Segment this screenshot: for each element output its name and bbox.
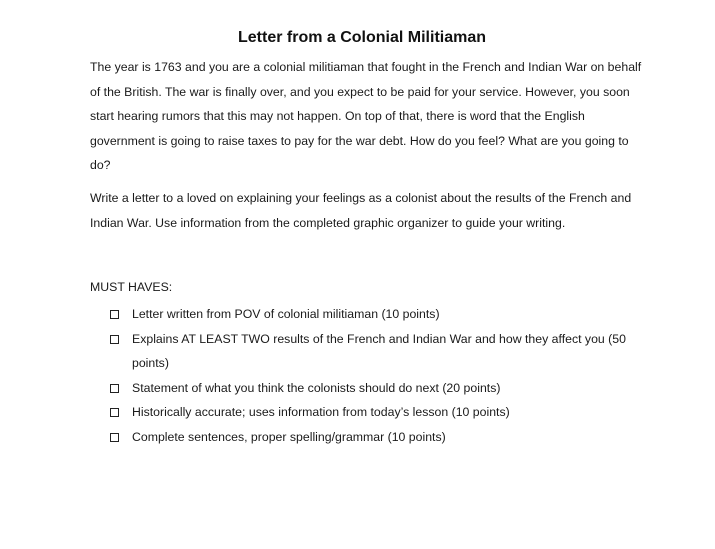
checkbox-icon[interactable] bbox=[110, 408, 119, 417]
rubric-checklist bbox=[110, 302, 630, 449]
checklist-item bbox=[110, 425, 630, 450]
checklist-item-text: Explains AT LEAST TWO results of the French and Indian War and how they affect you (50 points) bbox=[132, 331, 626, 370]
checkbox-icon[interactable] bbox=[110, 310, 119, 319]
checklist-item bbox=[110, 327, 630, 376]
checkbox-icon[interactable] bbox=[110, 335, 119, 344]
checklist-item bbox=[110, 376, 630, 401]
instructions-paragraph: Write a letter to a loved on explaining your feelings as a colonist about the results of the French and Indian War. Use information from the completed graphic organizer to guide your writing. bbox=[90, 191, 632, 230]
checkbox-icon[interactable] bbox=[110, 384, 119, 393]
checklist-item-text: Letter written from POV of colonial militiaman (10 points) bbox=[132, 307, 440, 321]
checklist-item-text: Complete sentences, proper spelling/grammar (10 points) bbox=[132, 429, 446, 444]
page-title: Letter from a Colonial Militiaman bbox=[237, 29, 487, 46]
checklist-item-text: Statement of what you think the colonists should do next (20 points) bbox=[132, 380, 501, 395]
checklist-item bbox=[110, 302, 630, 327]
checkbox-icon[interactable] bbox=[110, 433, 119, 442]
must-haves-heading: MUST HAVES: bbox=[90, 280, 173, 294]
checklist-item-text: Historically accurate; uses information from today’s lesson (10 points) bbox=[132, 405, 510, 419]
prompt-paragraph: The year is 1763 and you are a colonial militiaman that fought in the French and Indian War on behalf of the British. The war is finally over, and you expect to be paid for your service. However, you soon start hearing rumors that this may not happen. On top of that, there is word that the English government is going to raise taxes to pay for the war debt. How do you feel? What are you going to do? bbox=[90, 60, 642, 172]
checklist-item bbox=[110, 400, 630, 425]
